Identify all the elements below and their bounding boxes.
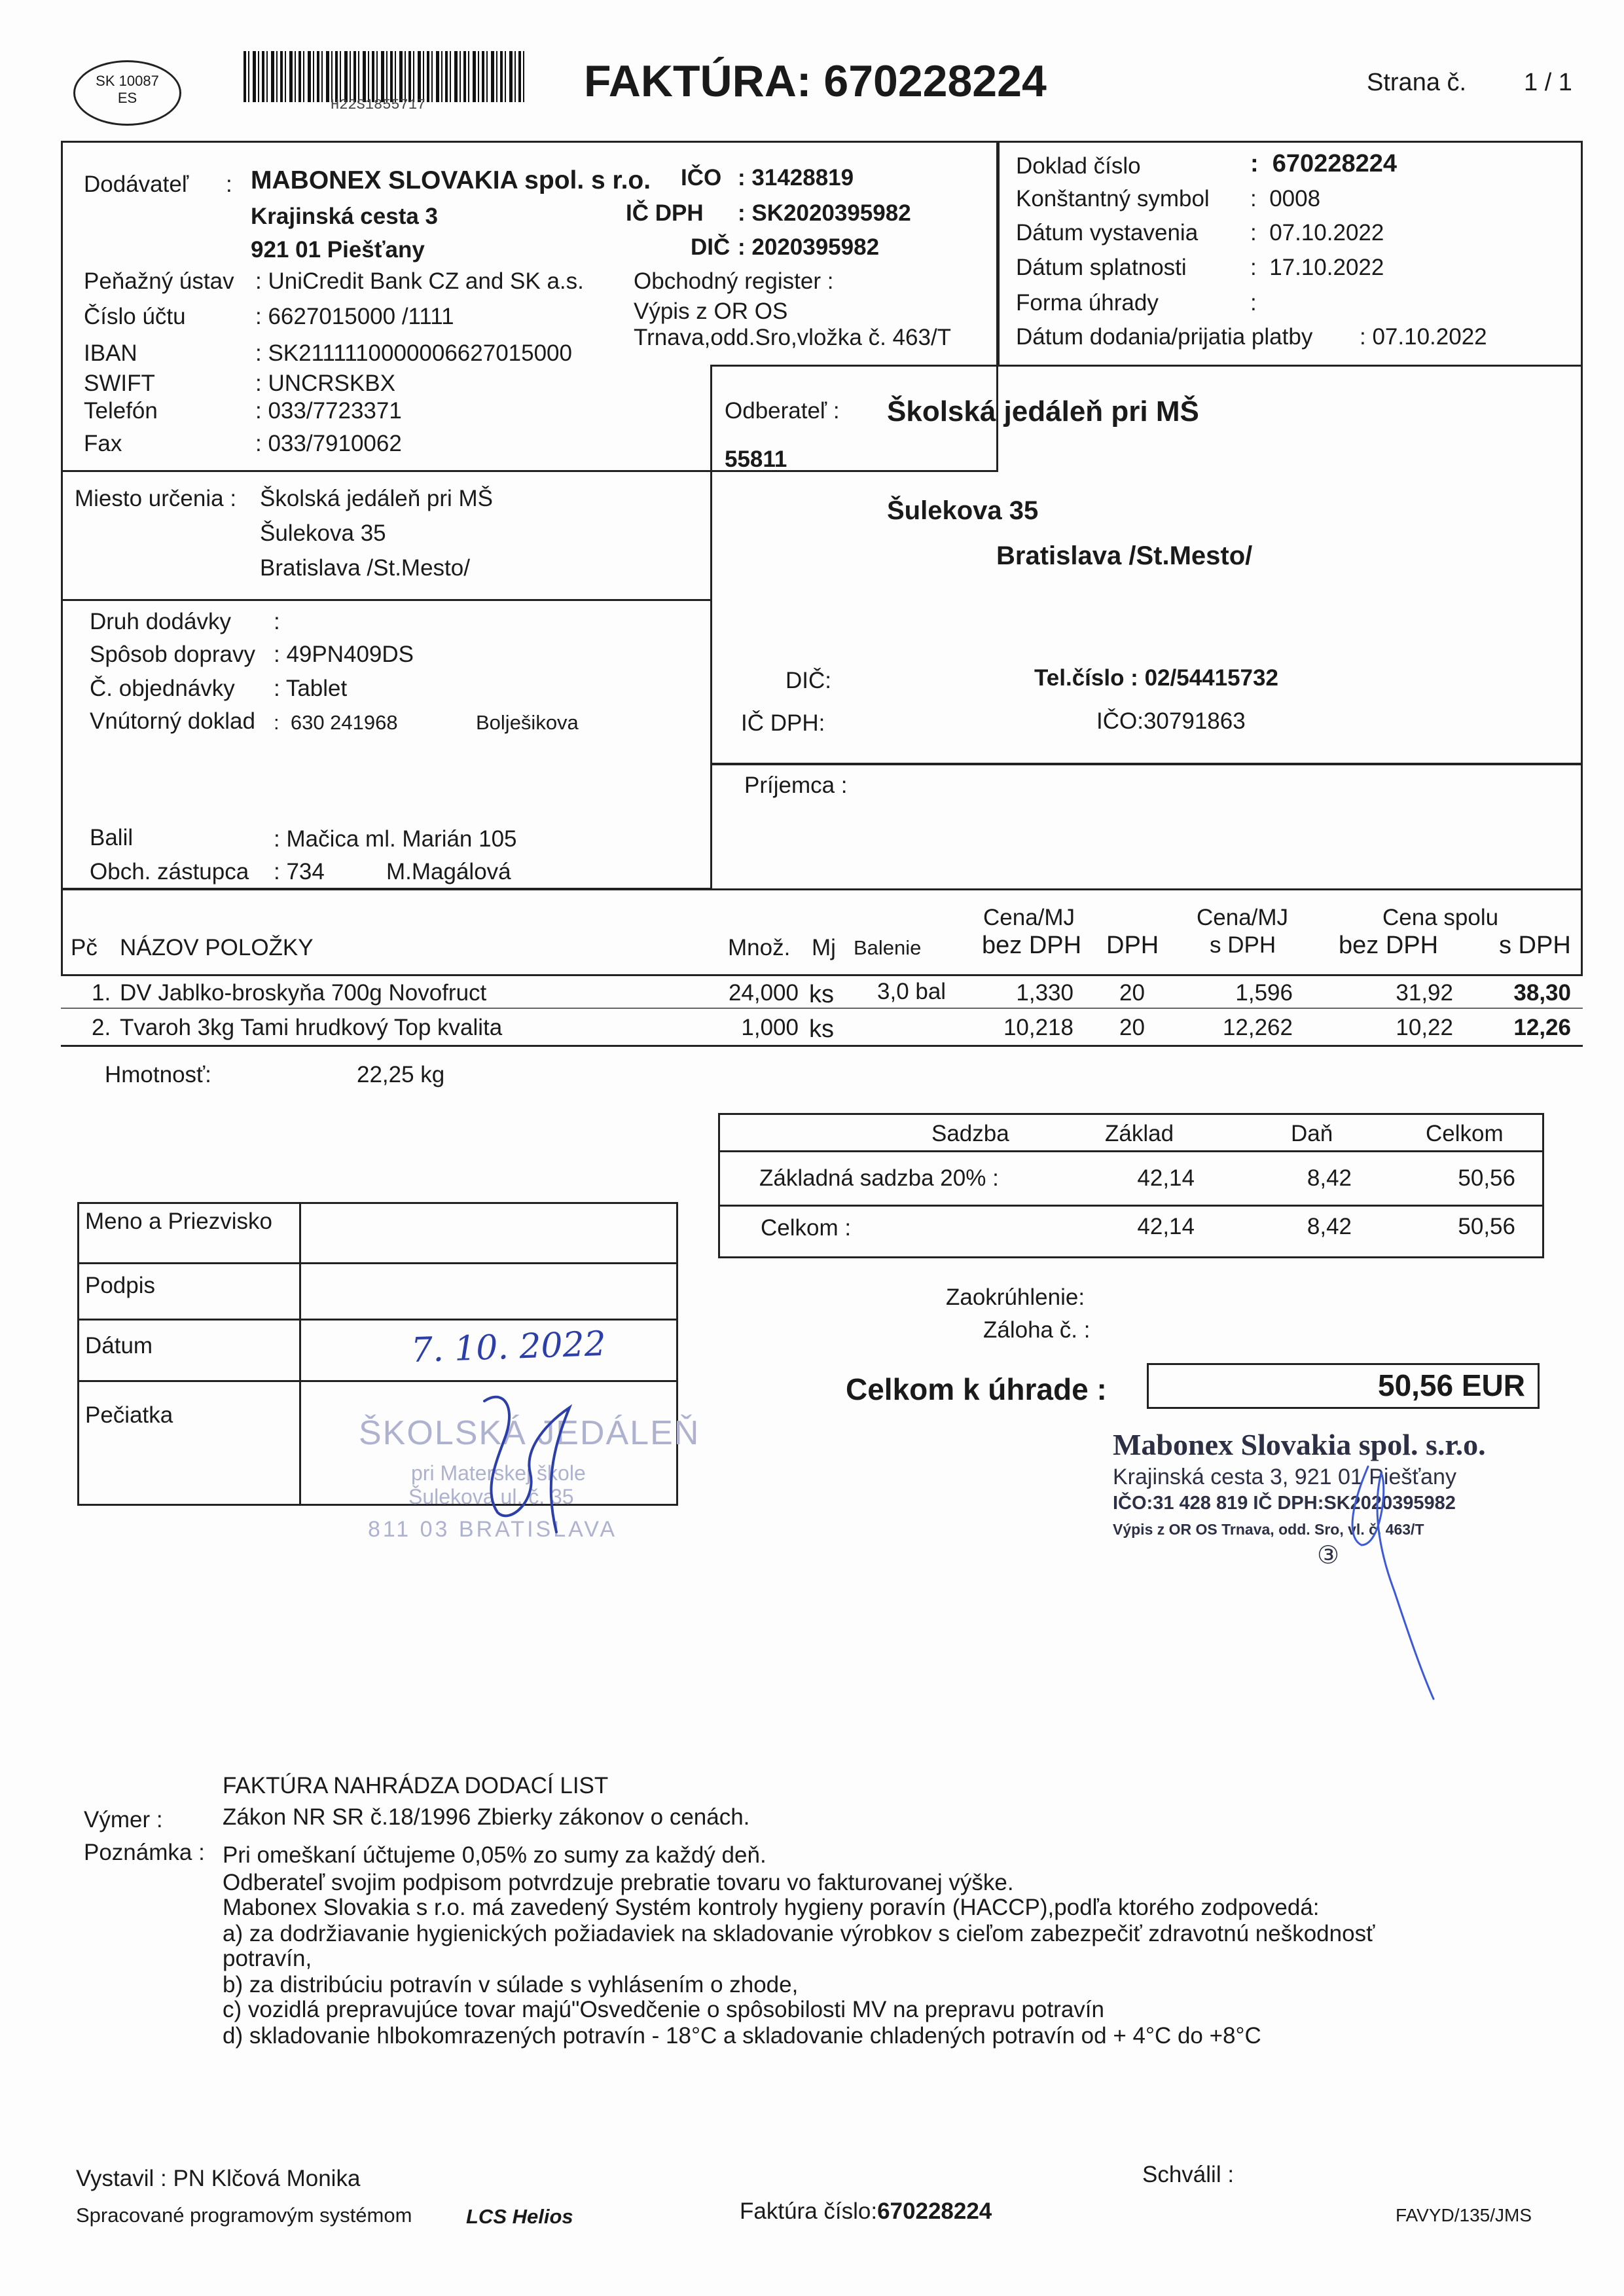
vat-h-tax: Daň: [1291, 1121, 1333, 1146]
register-line1: Obchodný register :: [634, 268, 834, 294]
row-total-vat: 12,26: [1513, 1015, 1571, 1040]
supplier-signature: [1342, 1460, 1440, 1702]
ks-label: Konštantný symbol: [1016, 186, 1210, 211]
col-total-vat: s DPH: [1499, 932, 1571, 959]
vymer-label: Výmer :: [84, 1807, 163, 1832]
fax-label: Fax: [84, 431, 122, 456]
supplier-stamp-line2: Krajinská cesta 3, 921 01 Piešťany: [1113, 1465, 1456, 1489]
transport-label: Spôsob dopravy: [90, 642, 255, 667]
supplier-icdph: : SK2020395982: [738, 200, 911, 226]
delivery-date-value: : 07.10.2022: [1360, 324, 1487, 350]
note-line: b) za distribúciu potravín v súlade s vyhlásením o zhode,: [223, 1972, 799, 1997]
signature-box-divider: [77, 1319, 678, 1321]
col-total-top: Cena spolu: [1382, 905, 1499, 930]
supplier-stamp-line1: Mabonex Slovakia spol. s.r.o.: [1113, 1428, 1486, 1461]
footer-invoice: Faktúra číslo:670228224: [740, 2198, 992, 2224]
delivery-type-label: Druh dodávky: [90, 609, 231, 634]
customer-code: 55811: [725, 446, 787, 472]
swift-value: : UNCRSKBX: [255, 371, 395, 396]
account-value: : 6627015000 /1111: [255, 304, 454, 329]
rep-label: Obch. zástupca: [90, 859, 249, 884]
note-line: potravín,: [223, 1946, 312, 1971]
vat-row-label: Základná sadzba 20% :: [759, 1165, 999, 1191]
delivery-date-label: Dátum dodania/prijatia platby: [1016, 324, 1313, 350]
account-label: Číslo účtu: [84, 304, 186, 329]
phone-label: Telefón: [84, 398, 158, 424]
vat-summary-divider: [718, 1150, 1544, 1152]
row-no: 2.: [92, 1015, 111, 1040]
vat-h-base: Základ: [1105, 1121, 1174, 1146]
rounding-label: Zaokrúhlenie:: [946, 1285, 1085, 1310]
col-pc: Pč: [71, 935, 98, 960]
packed-label: Balil: [90, 825, 134, 850]
barcode-number: H22S1855717: [331, 97, 426, 113]
customer-ico: IČO:30791863: [1096, 708, 1246, 734]
supplier-stamp-mark: ③: [1317, 1542, 1340, 1569]
handwritten-signature: [458, 1381, 602, 1545]
row-name: Tvaroh 3kg Tami hrudkový Top kvalita: [120, 1015, 503, 1040]
issued-value: : 07.10.2022: [1250, 220, 1384, 246]
internal-doc-name: Bolješikova: [476, 711, 579, 734]
rep-name: M.Magálová: [386, 859, 511, 884]
destination-line2: Šulekova 35: [260, 520, 386, 546]
recipient-divider: [710, 763, 1583, 765]
customer-street: Šulekova 35: [887, 496, 1039, 525]
note-line: a) za dodržiavanie hygienických požiadaviek na skladovanie výrobkov s cieľom zabezpečiť zdravotnú neškodnosť: [223, 1921, 1375, 1946]
packed-value: : Mačica ml. Marián 105: [274, 826, 517, 852]
vat-h-rate: Sadzba: [931, 1121, 1009, 1146]
iban-value: : SK2111110000006627015000: [255, 340, 572, 366]
vat-row-tax: 8,42: [1307, 1165, 1352, 1191]
destination-line1: Školská jedáleň pri MŠ: [260, 486, 493, 511]
amount-due-value: 50,56 EUR: [1377, 1368, 1525, 1402]
signature-label: Podpis: [85, 1273, 156, 1298]
col-vat: DPH: [1106, 932, 1159, 959]
signature-box-divider: [77, 1262, 678, 1264]
destination-label: Miesto určenia :: [75, 486, 237, 511]
date-label: Dátum: [85, 1333, 153, 1358]
supplier-dic: : 2020395982: [738, 234, 880, 260]
iban-label: IBAN: [84, 340, 137, 366]
row-total: 31,92: [1396, 980, 1453, 1006]
row-name: DV Jablko-broskyňa 700g Novofruct: [120, 980, 487, 1006]
replaces-note: FAKTÚRA NAHRÁDZA DODACÍ LIST: [223, 1773, 609, 1798]
bank-label: Peňažný ústav: [84, 268, 234, 294]
customer-stamp-line2: pri Materskej škole: [411, 1461, 586, 1485]
colon: :: [274, 609, 280, 634]
fax-value: : 033/7910062: [255, 431, 402, 456]
rep-value: : 734: [274, 859, 325, 884]
row-total-vat: 38,30: [1513, 980, 1571, 1006]
row-no: 1.: [92, 980, 111, 1006]
register-line3: Trnava,odd.Sro,vložka č. 463/T: [634, 325, 952, 350]
vat-summary-divider: [718, 1205, 1544, 1207]
due-value: : 17.10.2022: [1250, 255, 1384, 280]
order-label: Č. objednávky: [90, 676, 235, 701]
supplier-icdph-label: IČ DPH: [626, 200, 704, 226]
destination-line3: Bratislava /St.Mesto/: [260, 555, 470, 581]
row-unit: ks: [809, 981, 834, 1008]
col-name: NÁZOV POLOŽKY: [120, 935, 314, 960]
col-total-novat: bez DPH: [1339, 932, 1439, 959]
doc-number: : 670228224: [1250, 150, 1397, 177]
customer-dic-label: DIČ:: [785, 668, 831, 693]
row-divider: [61, 1008, 1583, 1009]
col-price-bottom: bez DPH: [982, 932, 1082, 959]
badge-line1: SK 10087: [96, 73, 159, 89]
note-line: Odberateľ svojim podpisom potvrdzuje prebratie tovaru vo fakturovanej výške.: [223, 1870, 1014, 1895]
signature-box-column: [299, 1202, 301, 1506]
page-value: 1 / 1: [1524, 69, 1572, 96]
col-pricevat-bottom: s DPH: [1210, 932, 1276, 958]
advance-label: Záloha č. :: [983, 1317, 1091, 1343]
supplier-label: Dodávateľ: [84, 172, 189, 197]
row-price-vat: 1,596: [1235, 980, 1293, 1006]
note-line: c) vozidlá prepravujúce tovar majú"Osvedčenie o spôsobilosti MV na prepravu potravín: [223, 1997, 1104, 2022]
col-unit: Mj: [812, 935, 836, 960]
note-label: Poznámka :: [84, 1840, 205, 1865]
supplier-dic-label: DIČ: [691, 234, 731, 260]
recipient-right-border: [1581, 763, 1583, 890]
vymer-value: Zákon NR SR č.18/1996 Zbierky zákonov o cenách.: [223, 1804, 750, 1830]
transport-value: : 49PN409DS: [274, 642, 414, 667]
certification-badge: [73, 60, 181, 126]
stamp-label: Pečiatka: [85, 1402, 173, 1428]
col-price-top: Cena/MJ: [983, 905, 1075, 930]
row-qty: 1,000: [741, 1015, 799, 1040]
table-bottom-line: [61, 1045, 1583, 1047]
customer-city: Bratislava /St.Mesto/: [996, 541, 1253, 570]
vat-h-total: Celkom: [1426, 1121, 1504, 1146]
invoice-title: FAKTÚRA: 670228224: [584, 56, 1047, 106]
barcode: [244, 51, 525, 102]
footer-code: FAVYD/135/JMS: [1396, 2205, 1532, 2225]
phone-value: : 033/7723371: [255, 398, 402, 424]
row-price: 10,218: [1003, 1015, 1074, 1040]
register-line2: Výpis z OR OS: [634, 299, 788, 324]
doc-number-label: Doklad číslo: [1016, 153, 1141, 179]
supplier-ico-label: IČO: [681, 165, 722, 191]
order-value: : Tablet: [274, 676, 348, 701]
recipient-label: Príjemca :: [744, 773, 848, 798]
row-qty: 24,000: [728, 980, 799, 1006]
customer-tel: Tel.číslo : 02/54415732: [1034, 665, 1278, 691]
approved-label: Schválil :: [1142, 2162, 1235, 2187]
customer-stamp-line3: Šulekova ul. č. 35: [408, 1485, 574, 1508]
amount-due-label: Celkom k úhrade :: [846, 1372, 1107, 1406]
internal-doc-label: Vnútorný doklad: [90, 708, 255, 734]
supplier-stamp-line4: Výpis z OR OS Trnava, odd. Sro, vl. č. 463/T: [1113, 1521, 1424, 1538]
due-label: Dátum splatnosti: [1016, 255, 1187, 280]
weight-value: 22,25 kg: [357, 1062, 445, 1087]
supplier-street: Krajinská cesta 3: [251, 204, 439, 229]
vat-row-total: 50,56: [1458, 1165, 1515, 1191]
badge-line2: ES: [117, 90, 137, 106]
customer-name: Školská jedáleň pri MŠ: [887, 395, 1199, 428]
vat-sum-base: 42,14: [1137, 1214, 1195, 1239]
system-text: Spracované programovým systémom: [76, 2204, 412, 2227]
internal-doc-value: : 630 241968: [274, 711, 398, 734]
vat-sum-total: 50,56: [1458, 1214, 1515, 1239]
supplier-ico: : 31428819: [738, 165, 854, 191]
row-vat: 20: [1119, 980, 1145, 1006]
row-unit: ks: [809, 1015, 834, 1043]
note-line: Mabonex Slovakia s r.o. má zavedený Systém kontroly hygieny poravín (HACCP),podľa ktorého zodpovedá:: [223, 1895, 1320, 1920]
handwritten-date: 7. 10. 2022: [410, 1324, 607, 1371]
note-line: d) skladovanie hlbokomrazených potravín - 18°C a skladovanie chladených potravín od + 4°C do +8°C: [223, 2023, 1261, 2049]
row-total: 10,22: [1396, 1015, 1453, 1040]
row-price-vat: 12,262: [1222, 1015, 1293, 1040]
vat-row-base: 42,14: [1137, 1165, 1195, 1191]
system-name: LCS Helios: [466, 2205, 573, 2228]
payment-value: :: [1250, 290, 1257, 316]
swift-label: SWIFT: [84, 371, 155, 396]
vat-sum-tax: 8,42: [1307, 1214, 1352, 1239]
note-line: Pri omeškaní účtujeme 0,05% zo sumy za každý deň.: [223, 1842, 767, 1868]
customer-stamp-line1: ŠKOLSKÁ JEDÁLEŇ: [359, 1414, 700, 1452]
vat-sum-label: Celkom :: [761, 1215, 852, 1241]
row-vat: 20: [1119, 1015, 1145, 1040]
customer-label: Odberateľ :: [725, 398, 840, 424]
col-pack: Balenie: [854, 936, 922, 959]
issued-label: Dátum vystavenia: [1016, 220, 1199, 246]
supplier-stamp-line3: IČO:31 428 819 IČ DPH:SK2020395982: [1113, 1493, 1456, 1514]
customer-icdph-label: IČ DPH:: [741, 710, 825, 736]
weight-label: Hmotnosť:: [105, 1062, 211, 1087]
col-pricevat-top: Cena/MJ: [1197, 905, 1289, 930]
ks-value: : 0008: [1250, 186, 1321, 211]
bank-value: : UniCredit Bank CZ and SK a.s.: [255, 268, 584, 294]
page-label: Strana č.: [1367, 69, 1467, 96]
issued-by: Vystavil : PN Klčová Monika: [76, 2166, 361, 2191]
supplier-name: MABONEX SLOVAKIA spol. s r.o.: [251, 166, 651, 194]
payment-label: Forma úhrady: [1016, 290, 1159, 316]
col-qty: Množ.: [728, 935, 791, 960]
customer-stamp-line4: 811 03 BRATISLAVA: [368, 1517, 618, 1542]
supplier-city: 921 01 Piešťany: [251, 237, 425, 263]
colon: :: [226, 172, 232, 197]
row-pack: 3,0 bal: [877, 979, 947, 1004]
row-price: 1,330: [1016, 980, 1074, 1006]
name-label: Meno a Priezvisko: [85, 1209, 272, 1234]
